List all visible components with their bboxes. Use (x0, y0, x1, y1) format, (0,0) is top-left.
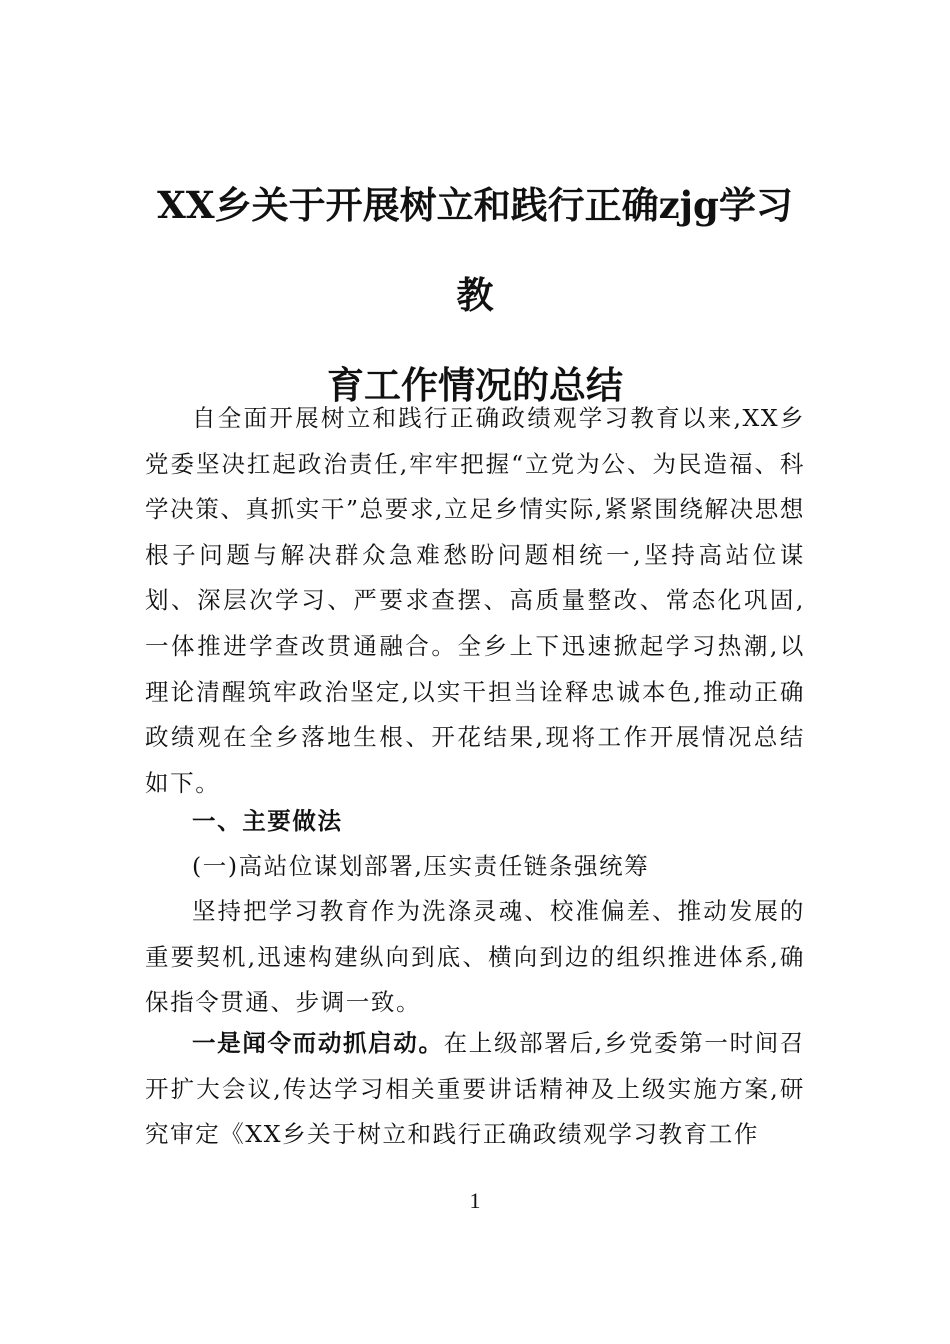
intro-paragraph: 自全面开展树立和践行正确政绩观学习教育以来,XX乡党委坚决扛起政治责任,牢牢把握“立党为公、为民造福、科学决策、真抓实干”总要求,立足乡情实际,紧紧围绕解决思想根子问题与解决群众急难愁盼问题相统一,坚持高站位谋划、深层次学习、严要求查摆、高质量整改、常态化巩固,一体推进学查改贯通融合。全乡上下迅速掀起学习热潮,以理论清醒筑牢政治坚定,以实干担当诠释忠诚本色,推动正确政绩观在全乡落地生根、开花结果,现将工作开展情况总结如下。 (145, 404, 805, 797)
document-title (145, 160, 805, 430)
point-one-paragraph (145, 1021, 805, 1158)
subsection-paragraph: 坚持把学习教育作为洗涤灵魂、校准偏差、推动发展的重要契机,迅速构建纵向到底、横向到边的组织推进体系,确保指令贯通、步调一致。 (145, 897, 805, 1017)
point-one-lead: 一是闻令而动抓启动。 (192, 1029, 444, 1057)
title-line-2: 育工作情况的总结 (327, 363, 623, 407)
subsection-heading-1: (一)高站位谋划部署,压实责任链条强统筹 (192, 852, 650, 880)
section-heading-main-practices: 一、主要做法 (192, 807, 343, 835)
point-one-body: 在上级部署后,乡党委第一时间召开扩大会议,传达学习相关重要讲话精神及上级实施方案,研究审定《XX乡关于树立和践行正确政绩观学习教育工作 (145, 1029, 805, 1149)
title-line-1: XX乡关于开展树立和践行正确zjg学习教 (157, 183, 793, 317)
page-number: 1 (469, 1188, 481, 1213)
